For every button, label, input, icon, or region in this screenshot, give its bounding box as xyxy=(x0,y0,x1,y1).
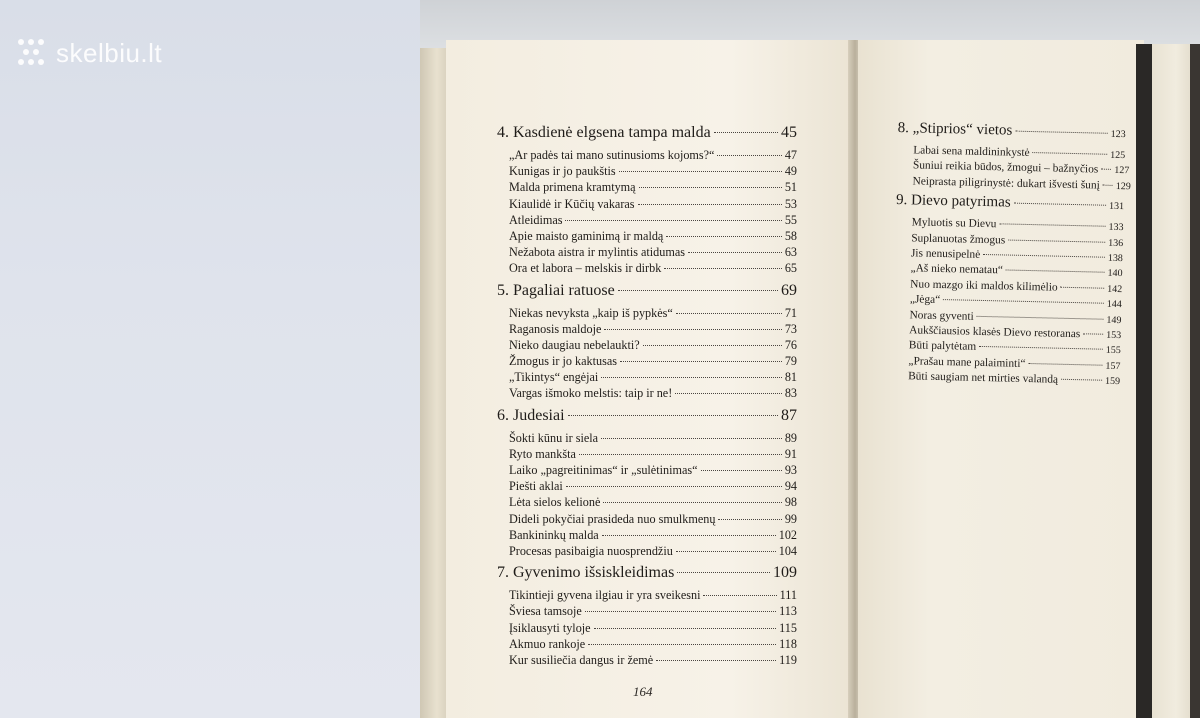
chapter-heading-title: 6. Judesiai xyxy=(497,406,565,424)
toc-entry xyxy=(497,431,797,447)
dot-leader xyxy=(579,454,782,455)
toc-entry xyxy=(497,621,797,637)
toc-entry-title: Dideli pokyčiai prasideda nuo smulkmenų xyxy=(509,511,716,526)
toc-entry-title: Bankininkų malda xyxy=(509,527,599,542)
toc-entry-title: Laiko „pagreitinimas“ ir „sulėtinimas“ xyxy=(509,463,698,477)
toc-entry-page: 113 xyxy=(779,604,797,619)
dot-leader xyxy=(566,486,782,487)
toc-entry-page: 111 xyxy=(779,588,797,603)
toc-entry-page: 118 xyxy=(779,636,797,651)
toc-entry xyxy=(497,637,797,653)
toc-entry-title: Kunigas ir jo paukštis xyxy=(509,164,616,179)
dot-leader xyxy=(643,345,782,346)
toc-entry-title: Žmogus ir jo kaktusas xyxy=(509,354,617,369)
toc-entry-title: Raganosis maldoje xyxy=(509,321,602,336)
toc-entry-page: 76 xyxy=(784,337,797,352)
toc-entry xyxy=(497,479,797,495)
toc-entry-page: 136 xyxy=(1108,237,1124,249)
toc-entry-page: 49 xyxy=(784,164,797,179)
toc-entry-page: 91 xyxy=(784,446,797,461)
dot-leader xyxy=(588,644,776,645)
dot-leader xyxy=(1014,203,1106,206)
chapter-heading-title: 9. Dievo patyrimas xyxy=(895,192,1011,211)
toc-entry xyxy=(497,213,797,229)
dot-leader xyxy=(977,315,1104,319)
toc-entry-page: 51 xyxy=(784,180,797,195)
toc-entry-page: 81 xyxy=(784,370,797,385)
dot-leader xyxy=(639,187,782,188)
toc-entry-title: Nieko daugiau nebelaukti? xyxy=(509,337,640,352)
toc-entry-title: Būti palytėtam xyxy=(908,339,977,354)
dot-leader xyxy=(619,171,782,172)
watermark-text: skelbiu.lt xyxy=(56,38,163,68)
toc-entry-title: Piešti aklai xyxy=(509,479,563,494)
chapter-heading-title: 7. Gyvenimo išsiskleidimas xyxy=(497,564,675,582)
table-of-contents-right xyxy=(892,118,1131,391)
toc-entry-page: 125 xyxy=(1110,149,1126,162)
toc-entry-page: 55 xyxy=(784,212,797,227)
toc-entry-page: 159 xyxy=(1104,375,1121,388)
toc-entry-title: „Jėga“ xyxy=(909,293,941,307)
dot-leader xyxy=(943,299,1104,304)
chapter-heading-title: 4. Kasdienė elgsena tampa malda xyxy=(497,124,711,141)
dot-leader xyxy=(664,268,782,269)
watermark xyxy=(18,38,162,69)
dot-leader xyxy=(594,628,777,629)
toc-entry-title: Atleidimas xyxy=(509,212,563,227)
toc-entry-page: 47 xyxy=(784,148,797,162)
table-of-contents-left xyxy=(497,120,797,669)
dot-leader xyxy=(601,377,782,378)
dot-grid-icon xyxy=(18,39,48,69)
toc-entry xyxy=(497,322,797,338)
toc-entry-page: 93 xyxy=(784,463,797,477)
toc-entry xyxy=(497,164,797,180)
toc-entry xyxy=(497,604,797,620)
toc-entry xyxy=(497,370,797,386)
toc-entry xyxy=(497,148,797,164)
toc-entry-title: Įsiklausyti tyloje xyxy=(509,620,591,635)
toc-entry xyxy=(497,306,797,322)
dot-leader xyxy=(1028,363,1102,366)
dot-leader xyxy=(1015,131,1107,134)
dot-leader xyxy=(1083,333,1103,334)
toc-entry xyxy=(497,588,797,604)
toc-entry-page: 140 xyxy=(1107,268,1123,280)
chapter-heading xyxy=(497,282,797,306)
toc-entry xyxy=(497,447,797,463)
chapter-heading xyxy=(497,564,797,588)
toc-entry-title: Būti saugiam net mirties valandą xyxy=(908,370,1059,386)
dot-leader xyxy=(568,415,778,416)
toc-entry-page: 98 xyxy=(784,495,797,510)
toc-entry-title: „Prašau mane palaiminti“ xyxy=(908,354,1026,370)
toc-entry-title: Šokti kūnu ir siela xyxy=(509,430,599,445)
chapter-heading-page: 87 xyxy=(781,406,797,424)
toc-entry-title: Kiaulidė ir Kūčių vakaras xyxy=(509,196,635,211)
toc-entry-title: Vargas išmoko melstis: taip ir ne! xyxy=(509,386,673,401)
toc-entry-title: Ryto mankšta xyxy=(509,446,576,461)
toc-entry-page: 94 xyxy=(784,479,797,494)
toc-entry-title: Akmuo rankoje xyxy=(509,636,586,651)
toc-entry-title: Niekas nevyksta „kaip iš pypkės“ xyxy=(509,305,673,320)
dot-leader xyxy=(1033,152,1108,155)
dot-leader xyxy=(1103,184,1113,185)
toc-entry xyxy=(497,495,797,511)
book-back-cover xyxy=(1190,44,1200,718)
toc-entry-page: 99 xyxy=(784,511,797,526)
toc-entry-page: 83 xyxy=(784,386,797,401)
toc-entry xyxy=(497,653,797,669)
dot-leader xyxy=(1008,239,1105,242)
dot-leader xyxy=(666,236,781,237)
dot-leader xyxy=(620,361,782,362)
toc-entry xyxy=(497,463,797,479)
chapter-heading-title: 5. Pagaliai ratuose xyxy=(497,281,615,299)
toc-entry xyxy=(497,245,797,261)
toc-entry-page: 153 xyxy=(1106,329,1122,342)
toc-entry-page: 155 xyxy=(1105,345,1121,357)
dot-leader xyxy=(565,220,781,221)
toc-entry-page: 127 xyxy=(1114,165,1130,177)
toc-entry-page: 144 xyxy=(1106,298,1122,311)
dot-leader xyxy=(601,438,782,439)
dot-leader xyxy=(676,551,776,552)
dot-leader xyxy=(638,204,782,205)
dot-leader xyxy=(1061,286,1105,288)
toc-entry-title: Šviesa tamsoje xyxy=(509,604,582,619)
toc-entry-page: 115 xyxy=(779,620,797,635)
dot-leader xyxy=(618,290,778,291)
toc-entry-page: 129 xyxy=(1115,180,1131,193)
toc-entry-title: Procesas pasibaigia nuosprendžiu xyxy=(509,543,673,558)
toc-entry-title: Nežabota aistra ir mylintis atidumas xyxy=(509,245,685,260)
page-number: 164 xyxy=(633,684,653,699)
toc-entry-title: Apie maisto gaminimą ir maldą xyxy=(509,228,664,243)
toc-entry-title: Nuo mazgo iki maldos kilimėlio xyxy=(910,278,1058,294)
toc-entry-title: Jis nenusipelnė xyxy=(910,247,981,261)
toc-entry xyxy=(497,386,797,402)
toc-entry xyxy=(497,261,797,277)
toc-entry xyxy=(497,544,797,560)
dot-leader xyxy=(1006,270,1105,273)
toc-entry xyxy=(497,338,797,354)
toc-entry-page: 89 xyxy=(784,430,797,445)
toc-entry-title: „Ar padės tai mano sutinusioms kojoms?“ xyxy=(509,148,715,162)
toc-entry xyxy=(497,197,797,213)
toc-entry-page: 149 xyxy=(1106,314,1122,326)
dot-leader xyxy=(1101,169,1111,170)
chapter-heading xyxy=(497,407,797,431)
toc-entry-page: 65 xyxy=(784,261,797,276)
dot-leader xyxy=(676,313,782,314)
toc-entry-title: Malda primena kramtymą xyxy=(509,180,636,195)
toc-entry-title: Kur susiliečia dangus ir žemė xyxy=(509,652,654,667)
toc-entry-title: Labai sena maldininkystė xyxy=(913,144,1030,159)
dot-leader xyxy=(603,502,781,503)
dot-leader xyxy=(1061,379,1102,381)
chapter-heading xyxy=(497,124,797,148)
chapter-heading-title: 8. „Stiprios“ vietos xyxy=(897,119,1013,139)
toc-entry-title: Ora et labora – melskis ir dirbk xyxy=(509,261,662,276)
toc-entry xyxy=(497,354,797,370)
chapter-heading-page: 69 xyxy=(781,281,797,299)
toc-entry-page: 71 xyxy=(784,305,797,320)
toc-entry-page: 119 xyxy=(779,652,797,667)
toc-entry-title: Suplanuotas žmogus xyxy=(911,231,1006,247)
toc-entry-title: Aukščiausios klasės Dievo restoranas xyxy=(909,324,1081,341)
toc-entry-title: „Aš nieko nematau“ xyxy=(910,262,1004,277)
dot-leader xyxy=(688,252,782,253)
toc-entry-page: 63 xyxy=(784,245,797,260)
toc-entry-title: Noras gyventi xyxy=(909,308,974,323)
chapter-heading-page: 45 xyxy=(781,124,797,141)
toc-entry-page: 53 xyxy=(784,196,797,211)
dot-leader xyxy=(675,393,782,394)
dot-leader xyxy=(677,572,770,573)
chapter-heading-page: 109 xyxy=(773,564,797,582)
dot-leader xyxy=(714,132,778,133)
dot-leader xyxy=(717,155,781,156)
toc-entry-title: Lėta sielos kelionė xyxy=(509,495,601,510)
dot-leader xyxy=(701,470,782,471)
toc-entry-title: Neiprasta piligrinystė: dukart išvesti šunį xyxy=(912,175,1100,192)
toc-entry-title: Šuniui reikia būdos, žmogui – bažnyčios xyxy=(912,159,1099,176)
dot-leader xyxy=(604,329,781,330)
toc-entry-page: 138 xyxy=(1107,252,1123,265)
toc-entry xyxy=(497,512,797,528)
toc-entry xyxy=(497,528,797,544)
dot-leader xyxy=(585,611,776,612)
dot-leader xyxy=(656,660,776,661)
toc-entry-title: „Tikintys“ engėjai xyxy=(509,370,599,385)
toc-entry-page: 79 xyxy=(784,354,797,369)
toc-entry xyxy=(497,229,797,245)
dot-leader xyxy=(979,346,1103,350)
toc-entry-page: 104 xyxy=(778,543,797,558)
toc-entry-page: 133 xyxy=(1108,221,1124,234)
toc-entry-title: Myluotis su Dievu xyxy=(911,216,997,231)
dot-leader xyxy=(703,595,776,596)
toc-entry-page: 157 xyxy=(1105,360,1121,372)
dot-leader xyxy=(983,254,1105,258)
dot-leader xyxy=(718,519,781,520)
dot-leader xyxy=(999,224,1105,227)
toc-entry-page: 73 xyxy=(784,321,797,336)
toc-entry-page: 102 xyxy=(778,527,797,542)
book-page-edges xyxy=(420,48,448,718)
chapter-heading-page: 131 xyxy=(1108,200,1125,213)
toc-entry xyxy=(497,180,797,196)
toc-entry-title: Tikintieji gyvena ilgiau ir yra sveikesni xyxy=(509,588,701,603)
toc-entry-page: 142 xyxy=(1107,283,1123,295)
toc-entry-page: 58 xyxy=(784,228,797,243)
chapter-heading-page: 123 xyxy=(1110,128,1126,141)
dot-leader xyxy=(602,535,776,536)
